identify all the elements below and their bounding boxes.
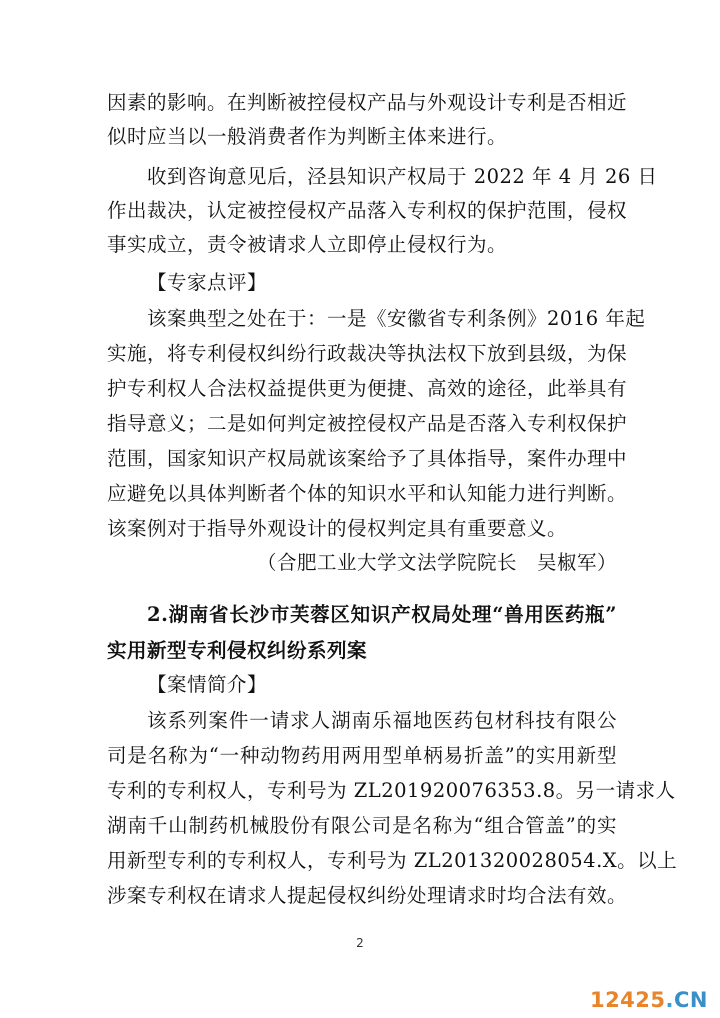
paragraph-line: 涉案专利权在请求人提起侵权纠纷处理请求时均合法有效。 [107,884,628,907]
watermark-domain: CN [674,988,708,1012]
paragraph-line: 事实成立，责令被请求人立即停止侵权行为。 [107,233,508,256]
paragraph-line: 司是名称为“一种动物药用两用型单柄易折盖”的实用新型 [107,744,617,767]
paragraph-line: 收到咨询意见后，泾县知识产权局于 2022 年 4 月 26 日 [147,165,658,188]
paragraph-line: 湖南千山制药机械股份有限公司是名称为“组合管盖”的实 [107,814,617,837]
paragraph-line: 作出裁决，认定被控侵权产品落入专利权的保护范围，侵权 [107,199,628,222]
expert-attribution: （合肥工业大学文法学院院长 吴椒军） [256,551,617,574]
paragraph-line: 应避免以具体判断者个体的知识水平和认知能力进行判断。 [107,482,628,505]
paragraph-line: 实施，将专利侵权纠纷行政裁决等执法权下放到县级，为保 [107,342,628,365]
paragraph-line: 该系列案件一请求人湖南乐福地医药包材科技有限公 [147,709,617,732]
section-heading-expert-review: 【专家点评】 [147,271,268,294]
watermark-dot: . [665,988,674,1012]
paragraph-line: 用新型专利的专利权人，专利号为 ZL201320028054.X。以上 [107,849,678,872]
paragraph-line: 似时应当以一般消费者作为判断主体来进行。 [107,125,508,148]
paragraph-line: 因素的影响。在判断被控侵权产品与外观设计专利是否相近 [107,91,628,114]
section-heading-case-summary: 【案情简介】 [147,673,268,696]
case-title-continued: 实用新型专利侵权纠纷系列案 [107,639,368,662]
paragraph-line: 专利的专利权人，专利号为 ZL201920076353.8。另一请求人 [107,779,676,802]
paragraph-line: 护专利权人合法权益提供更为便捷、高效的途径，此举具有 [107,377,628,400]
paragraph-line: 该案例对于指导外观设计的侵权判定具有重要意义。 [107,517,568,540]
page-number: 2 [356,936,364,950]
paragraph-line: 范围，国家知识产权局就该案给予了具体指导，案件办理中 [107,447,628,470]
case-title: 2.湖南省长沙市芙蓉区知识产权局处理“兽用医药瓶” [147,603,617,626]
paragraph-line: 该案典型之处在于：一是《安徽省专利条例》2016 年起 [147,307,646,330]
site-watermark-logo [590,988,708,1012]
paragraph-line: 指导意义；二是如何判定被控侵权产品是否落入专利权保护 [107,412,628,435]
watermark-number: 12425 [589,988,666,1012]
